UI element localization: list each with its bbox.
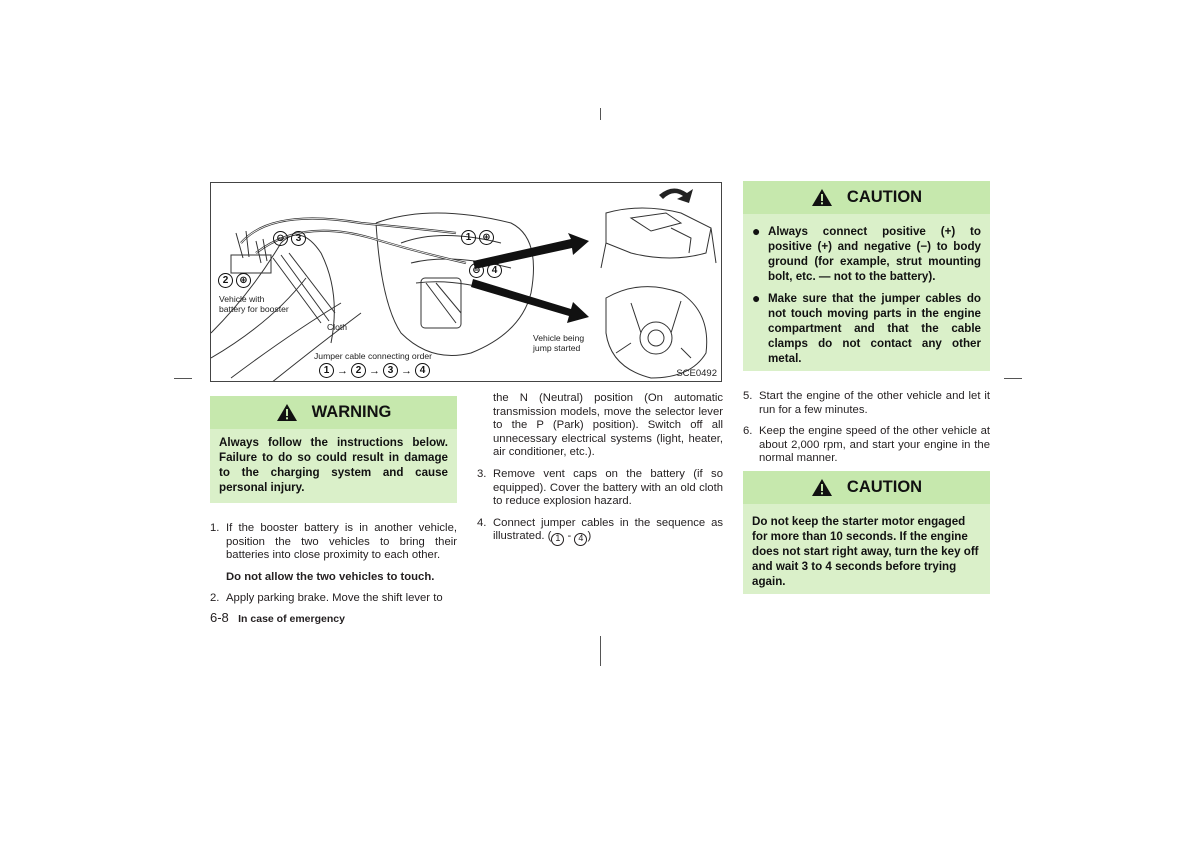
right-column — [743, 390, 990, 466]
crop-mark-bottom — [600, 636, 601, 666]
crop-mark-left — [174, 378, 192, 379]
callout-number: ⊕ — [236, 273, 251, 288]
engine-bay-drawing — [211, 183, 722, 382]
label-booster-vehicle — [219, 294, 289, 314]
cable-sequence — [319, 363, 430, 378]
step4-prefix: Connect jumper cables in the sequence as illustrated. ( — [493, 516, 723, 543]
list-item — [752, 291, 981, 366]
callout-positive-2 — [218, 273, 251, 288]
callout-number: 4 — [487, 263, 502, 278]
crop-mark-top — [600, 108, 601, 120]
bullet-text: Always connect positive (+) to positive (+) and negative (−) to body ground (for example, strut mounting bolt, etc. — not to the battery). — [768, 225, 981, 283]
list-item — [477, 468, 723, 509]
page-number: 6-8 — [210, 610, 229, 625]
callout-positive-1 — [461, 230, 494, 245]
bullet-icon: ● — [752, 290, 761, 306]
step-number: 2. — [210, 592, 220, 605]
caution-header — [743, 471, 990, 504]
arrow-right-icon: → — [401, 364, 412, 377]
callout-number: 3 — [291, 231, 306, 246]
callout-number: ⊖ — [469, 263, 484, 278]
section-title: In case of emergency — [238, 613, 345, 625]
callout-number: 1 — [461, 230, 476, 245]
label-line: Vehicle being — [533, 333, 585, 343]
bullet-icon: ● — [752, 223, 761, 239]
step-note: Do not allow the two vehicles to touch. — [226, 570, 435, 583]
step-number: 5. — [743, 390, 753, 402]
callout-negative-3 — [273, 231, 306, 246]
label-line: Vehicle with — [219, 294, 265, 304]
label-line: jump started — [533, 343, 581, 353]
warning-text: Always follow the instructions below. Failure to do so could result in damage to the charging system and cause personal injury. — [219, 436, 448, 494]
step-text: Remove vent caps on the battery (if so equipped). Cover the battery with an old cloth to reduce explosion hazard. — [493, 467, 723, 508]
callout-number: ⊕ — [479, 230, 494, 245]
warning-title: WARNING — [311, 403, 392, 421]
list-item — [743, 390, 990, 417]
jump-start-illustration — [210, 182, 722, 382]
crop-mark-right — [1004, 378, 1022, 379]
sequence-step: 1 — [319, 363, 334, 378]
step-text: Start the engine of the other vehicle and let it run for a few minutes. — [759, 390, 990, 416]
label-cloth: Cloth — [327, 322, 348, 332]
warning-triangle-icon — [811, 188, 833, 207]
left-column — [210, 522, 457, 606]
step-text: If the booster battery is in another vehicle, position the two vehicles to bring their batteries into close proximity to each other. — [226, 522, 457, 562]
arrow-right-icon: → — [337, 364, 348, 377]
step4-to: 4 — [574, 533, 587, 546]
step-number: 3. — [477, 467, 487, 480]
caution-box-2 — [743, 471, 990, 594]
label-sequence: Jumper cable connecting order — [314, 351, 432, 361]
step-number: 1. — [210, 522, 220, 534]
step-continuation: the N (Neutral) position (On automatic transmission models, move the selector lever to the P (Park) position). Switch off all unnecessary electrical systems (light, heater, air conditioner, etc.). — [493, 392, 723, 459]
label-jumped-vehicle — [533, 333, 584, 353]
list-item — [210, 592, 457, 606]
middle-column — [477, 392, 723, 546]
warning-triangle-icon — [276, 403, 298, 422]
page-footer — [210, 610, 345, 625]
list-item — [210, 522, 457, 563]
sequence-step: 2 — [351, 363, 366, 378]
label-line: battery for booster — [219, 304, 289, 314]
step-number: 6. — [743, 425, 753, 438]
step4-sep: - — [564, 530, 575, 543]
warning-triangle-icon — [811, 478, 833, 497]
step4-suffix: ) — [587, 530, 592, 543]
caution-text: Do not keep the starter motor engaged for more than 10 seconds. If the engine does not start right away, turn the key off and wait 3 to 4 seconds before trying again. — [752, 515, 979, 588]
arrow-right-icon: → — [369, 364, 380, 377]
list-item — [752, 224, 981, 284]
callout-negative-4 — [469, 263, 502, 278]
sequence-step: 3 — [383, 363, 398, 378]
callout-number: 2 — [218, 273, 233, 288]
bullet-text: Make sure that the jumper cables do not touch moving parts in the engine compartment and that the cable clamps do not contact any other metal. — [768, 292, 981, 365]
caution-title: CAUTION — [846, 188, 923, 206]
figure-code: SCE0492 — [676, 368, 717, 379]
step-text — [493, 517, 723, 546]
step-text: Apply parking brake. Move the shift lever to — [226, 592, 443, 605]
caution-box-1 — [743, 181, 990, 371]
caution-bullets — [743, 214, 990, 366]
step4-from: 1 — [551, 533, 564, 546]
step-number: 4. — [477, 516, 487, 529]
warning-box — [210, 396, 457, 503]
step-text: Keep the engine speed of the other vehicle at about 2,000 rpm, and start your engine in the normal manner. — [759, 425, 990, 465]
list-item — [477, 517, 723, 546]
caution-title: CAUTION — [846, 478, 923, 496]
warning-header — [210, 396, 457, 429]
sequence-step: 4 — [415, 363, 430, 378]
callout-number: ⊖ — [273, 231, 288, 246]
caution-header — [743, 181, 990, 214]
list-item — [743, 425, 990, 466]
